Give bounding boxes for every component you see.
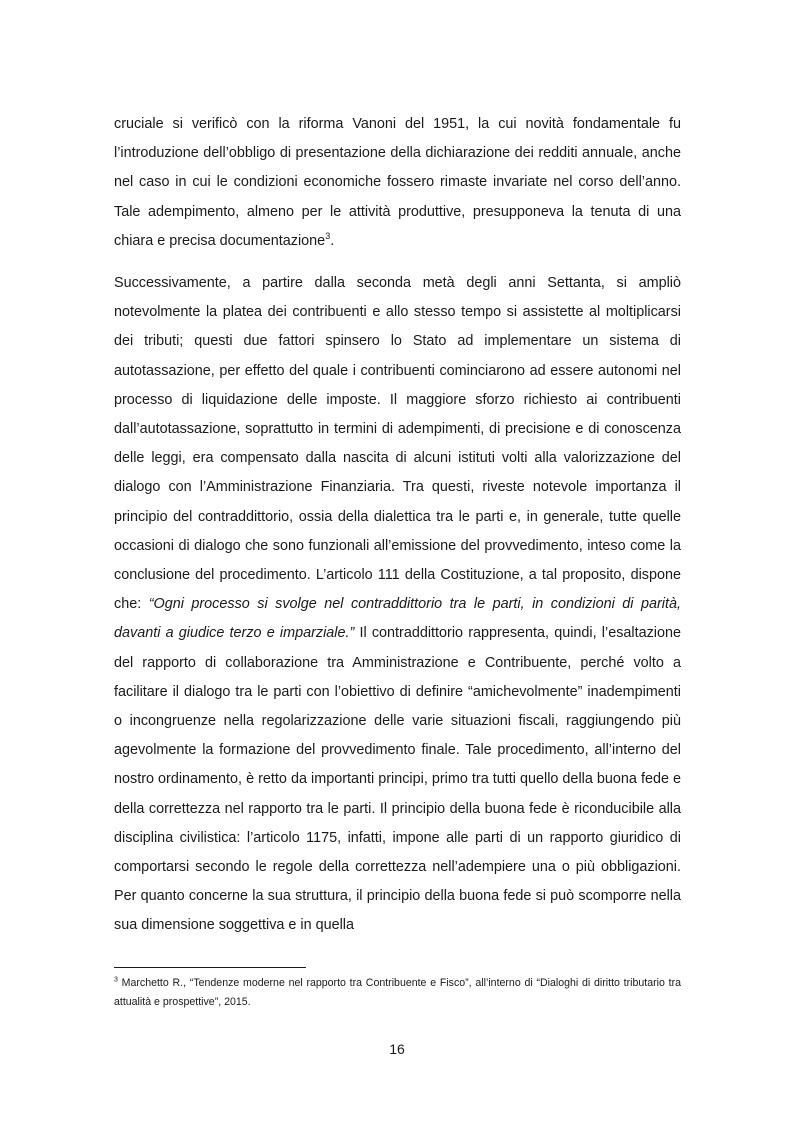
constitution-quote: “Ogni processo si svolge nel contraddittorio tra le parti, in condizioni di parità, davanti a giudice terzo e imparziale.” [114, 596, 681, 642]
paragraph-2-text-end: Il contraddittorio rappresenta, quindi, l’esaltazione del rapporto di collaborazione tra Amministrazione e Contribuente, perché volto a facilitare il dialogo tra le parti con l’obiettivo di definire “amichevolmente” inadempimenti o incongruenze nella regolarizzazione delle varie situazioni fiscali, raggiungendo più agevolmente la formazione del provvedimento finale. Tale procedimento, all’interno del nostro ordinamento, è retto da importanti principi, primo tra tutti quello della buona fede e della correttezza nel rapporto tra le parti. Il principio della buona fede è riconducibile alla disciplina civilistica: l’articolo 1175, infatti, impone alle parti di un rapporto giuridico di comportarsi secondo le regole della correttezza nell’adempiere una o più obbligazioni. Per quanto concerne la sua struttura, il principio della buona fede si può scomporre nella sua dimensione soggettiva e in quella [114, 625, 681, 934]
paragraph-2 [114, 269, 681, 941]
footnote-text: Marchetto R., “Tendenze moderne nel rapporto tra Contribuente e Fisco”, all’interno di “Dialoghi di diritto tributario tra attualità e prospettive”, 2015. [114, 977, 681, 1008]
paragraph-1-end: . [330, 232, 335, 249]
page-number: 16 [389, 1041, 405, 1057]
footnote [114, 974, 681, 1012]
paragraph-1-text: cruciale si verificò con la riforma Vanoni del 1951, la cui novità fondamentale fu l’introduzione dell’obbligo di presentazione della dichiarazione dei redditi annuale, anche nel caso in cui le condizioni economiche fossero rimaste invariate nel corso dell’anno. Tale adempimento, almeno per le attività produttive, presupponeva la tenuta di una chiara e precisa documentazione [114, 116, 681, 249]
footnote-reference: 3 [325, 231, 331, 242]
paragraph-2-text-start: Successivamente, a partire dalla seconda metà degli anni Settanta, si ampliò notevolmente la platea dei contribuenti e allo stesso tempo si assistette al moltiplicarsi dei tributi; questi due fattori spinsero lo Stato ad implementare un sistema di autotassazione, per effetto del quale i contribuenti cominciarono ad essere autonomi nel processo di liquidazione delle imposte. Il maggiore sforzo richiesto ai contribuenti dall’autotassazione, soprattutto in termini di adempimenti, di precisione e di conoscenza delle leggi, era compensato dalla nascita di alcuni istituti volti alla valorizzazione del dialogo con l’Amministrazione Finanziaria. Tra questi, riveste notevole importanza il principio del contraddittorio, ossia della dialettica tra le parti e, in generale, tutte quelle occasioni di dialogo che sono funzionali all’emissione del provvedimento, inteso come la conclusione del procedimento. L’articolo 111 della Costituzione, a tal proposito, dispone che: [114, 275, 681, 613]
footnote-number: 3 [114, 976, 118, 984]
body-text [114, 110, 681, 941]
footnote-separator [114, 967, 306, 968]
paragraph-1 [114, 110, 681, 256]
